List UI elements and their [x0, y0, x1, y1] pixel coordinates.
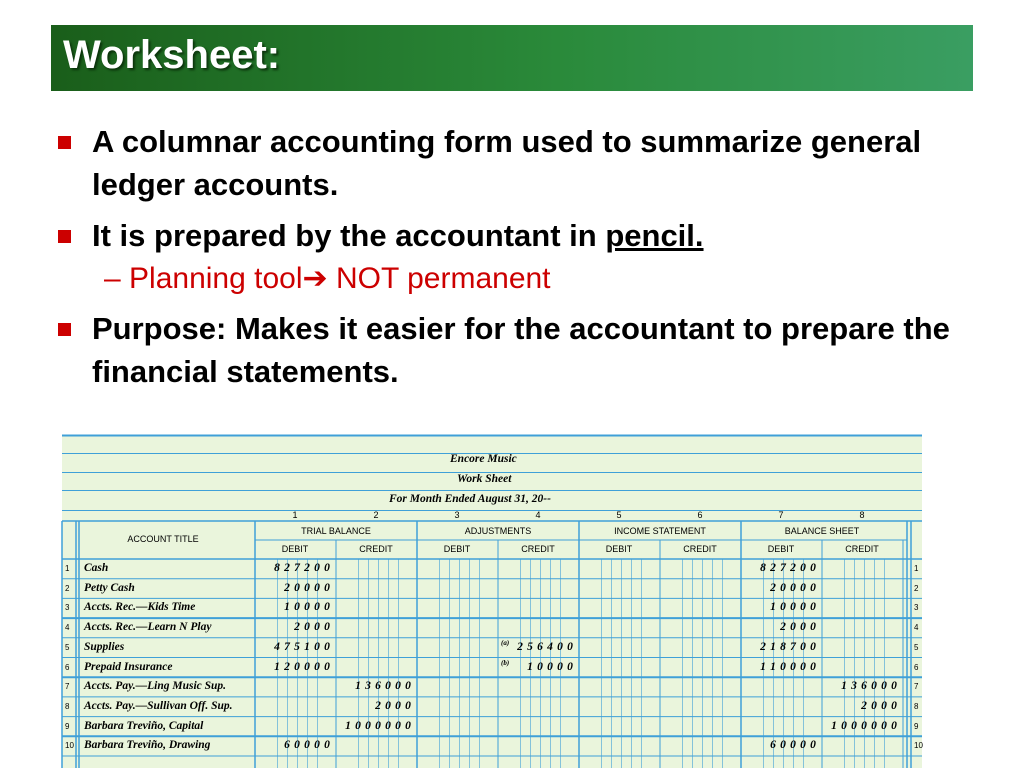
amount-digit: 0 [395, 699, 401, 712]
column-number: 7 [778, 510, 784, 520]
amount-digit: 2 [375, 699, 381, 712]
amount-digit: 0 [810, 660, 816, 673]
amount-digit: 0 [294, 660, 300, 673]
debit-credit-header: CREDIT [521, 544, 555, 554]
amount-digit: 1 [304, 640, 310, 653]
sub-bullet-text: – Planning tool [104, 262, 303, 295]
account-title: Accts. Pay.—Ling Music Sup. [84, 680, 227, 693]
amount-digit: 0 [810, 621, 816, 634]
worksheet-period: For Month Ended August 31, 20-- [389, 493, 551, 505]
amount-digit: 0 [324, 739, 330, 752]
square-bullet-icon [58, 136, 71, 149]
account-title: Petty Cash [84, 581, 135, 594]
amount-digit: 6 [861, 680, 867, 693]
amount-digit: 0 [790, 660, 796, 673]
amount-digit: 3 [851, 680, 857, 693]
bullet-item [58, 120, 998, 206]
amount-digit: 1 [831, 719, 837, 732]
amount-digit: 2 [517, 640, 523, 653]
account-title: Accts. Pay.—Sullivan Off. Sup. [84, 699, 233, 712]
group-header: BALANCE SHEET [784, 526, 860, 536]
amount-digit: 8 [780, 640, 786, 653]
amount-digit: 0 [841, 719, 847, 732]
amount-digit: 0 [405, 699, 411, 712]
amount-digit: 8 [274, 562, 280, 574]
bullet-item [58, 307, 998, 393]
column-number: 4 [535, 510, 541, 520]
amount-digit: 2 [770, 562, 776, 574]
amount-digit: 0 [891, 680, 897, 693]
amount-digit: 2 [780, 621, 786, 634]
amount-digit: 2 [294, 621, 300, 634]
amount-digit: 0 [800, 640, 806, 653]
amount-digit: 0 [780, 739, 786, 752]
amount-digit: 5 [294, 640, 300, 653]
account-title-header: ACCOUNT TITLE [127, 534, 199, 544]
amount-digit: 0 [810, 739, 816, 752]
amount-digit: 2 [760, 640, 766, 653]
sub-bullet [58, 259, 998, 299]
amount-digit: 0 [881, 699, 887, 712]
amount-digit: 0 [810, 601, 816, 614]
amount-digit: 1 [527, 660, 533, 673]
amount-digit: 0 [800, 660, 806, 673]
account-title: Cash [84, 562, 109, 574]
slide-title: Worksheet: [63, 33, 281, 77]
row-number: 7 [65, 682, 70, 692]
group-header: INCOME STATEMENT [614, 526, 706, 536]
amount-digit: 0 [304, 621, 310, 634]
amount-digit: 0 [304, 601, 310, 614]
row-number: 8 [65, 701, 70, 711]
amount-digit: 0 [314, 621, 320, 634]
amount-digit: 6 [770, 739, 776, 752]
amount-digit: 1 [345, 719, 351, 732]
amount-digit: 1 [760, 660, 766, 673]
amount-digit: 0 [881, 680, 887, 693]
amount-digit: 1 [770, 640, 776, 653]
amount-digit: 0 [790, 621, 796, 634]
amount-digit: 1 [355, 680, 361, 693]
amount-digit: 0 [385, 719, 391, 732]
amount-digit: 0 [314, 562, 320, 574]
bullet-text: Purpose: Makes it easier for the accountant to prepare the financial statements. [92, 311, 950, 389]
amount-digit: 0 [800, 621, 806, 634]
amount-digit: 0 [810, 562, 816, 574]
amount-digit: 0 [314, 660, 320, 673]
row-number: 9 [65, 721, 70, 731]
amount-digit: 0 [314, 601, 320, 614]
amount-digit: 4 [274, 640, 280, 653]
group-header: ADJUSTMENTS [464, 526, 532, 536]
amount-digit: 0 [385, 680, 391, 693]
amount-digit: 1 [284, 601, 290, 614]
amount-digit: 0 [891, 719, 897, 732]
amount-digit: 7 [790, 640, 796, 653]
column-number: 3 [454, 510, 460, 520]
column-number: 5 [616, 510, 622, 520]
row-number: 4 [65, 623, 70, 633]
row-number: 5 [65, 642, 70, 652]
amount-digit: 0 [547, 660, 553, 673]
amount-digit: 0 [800, 601, 806, 614]
amount-digit: 0 [871, 719, 877, 732]
row-number: 8 [914, 701, 919, 711]
amount-digit: 1 [770, 601, 776, 614]
amount-digit: 6 [284, 739, 290, 752]
debit-credit-header: DEBIT [605, 544, 633, 554]
amount-digit: 0 [790, 581, 796, 594]
amount-digit: 0 [810, 640, 816, 653]
column-number: 6 [697, 510, 703, 520]
amount-digit: 0 [790, 601, 796, 614]
amount-digit: 7 [780, 562, 786, 574]
amount-digit: 2 [284, 581, 290, 594]
amount-digit: 0 [294, 601, 300, 614]
worksheet-form-name: Work Sheet [457, 473, 512, 485]
row-number: 1 [65, 564, 70, 573]
amount-digit: 6 [537, 640, 543, 653]
account-title: Barbara Treviño, Drawing [84, 739, 211, 752]
amount-digit: 0 [304, 581, 310, 594]
bullet-text: It is prepared by the accountant in [92, 218, 606, 253]
amount-digit: 7 [294, 562, 300, 574]
amount-digit: 8 [760, 562, 766, 574]
row-number: 10 [65, 741, 74, 751]
amount-digit: 0 [314, 640, 320, 653]
bullet-item [58, 214, 998, 257]
debit-credit-header: DEBIT [443, 544, 471, 554]
amount-digit: 0 [324, 562, 330, 574]
amount-digit: 5 [527, 640, 533, 653]
amount-digit: 7 [284, 640, 290, 653]
account-title: Accts. Rec.—Learn N Play [84, 621, 212, 634]
row-number: 3 [65, 603, 70, 613]
debit-credit-header: CREDIT [359, 544, 393, 554]
debit-credit-header: DEBIT [281, 544, 309, 554]
amount-digit: 0 [881, 719, 887, 732]
account-title: Supplies [84, 640, 125, 653]
right-arrow-icon: ➔ [302, 262, 328, 295]
amount-digit: 0 [375, 719, 381, 732]
amount-digit: 0 [567, 660, 573, 673]
amount-digit: 0 [800, 739, 806, 752]
amount-digit: 0 [537, 660, 543, 673]
amount-digit: 0 [304, 660, 310, 673]
amount-digit: 0 [790, 739, 796, 752]
amount-digit: 0 [871, 699, 877, 712]
amount-digit: 0 [800, 562, 806, 574]
adjustment-reference: (b) [501, 658, 510, 667]
bullet-list [58, 120, 998, 401]
amount-digit: 0 [304, 739, 310, 752]
amount-digit: 0 [294, 739, 300, 752]
amount-digit: 0 [355, 719, 361, 732]
row-number: 6 [914, 662, 919, 672]
row-number: 3 [914, 603, 919, 613]
amount-digit: 0 [395, 719, 401, 732]
amount-digit: 0 [324, 660, 330, 673]
amount-digit: 4 [547, 640, 553, 653]
amount-digit: 1 [770, 660, 776, 673]
amount-digit: 0 [780, 581, 786, 594]
amount-digit: 0 [324, 640, 330, 653]
account-title: Accts. Rec.—Kids Time [84, 601, 196, 614]
amount-digit: 3 [365, 680, 371, 693]
account-title: Prepaid Insurance [84, 660, 173, 673]
underlined-word: pencil. [605, 218, 704, 253]
amount-digit: 0 [294, 581, 300, 594]
row-number: 7 [914, 682, 919, 692]
amount-digit: 0 [324, 601, 330, 614]
amount-digit: 1 [274, 660, 280, 673]
amount-digit: 0 [851, 719, 857, 732]
amount-digit: 0 [385, 699, 391, 712]
bullet-text: A columnar accounting form used to summarize general ledger accounts. [92, 124, 922, 202]
amount-digit: 1 [841, 680, 847, 693]
column-number: 1 [292, 510, 298, 520]
amount-digit: 0 [405, 680, 411, 693]
amount-digit: 0 [405, 719, 411, 732]
amount-digit: 0 [324, 621, 330, 634]
amount-digit: 0 [861, 719, 867, 732]
row-number: 2 [65, 583, 70, 593]
debit-credit-header: DEBIT [767, 544, 795, 554]
amount-digit: 0 [557, 640, 563, 653]
column-number: 8 [859, 510, 865, 520]
amount-digit: 0 [780, 601, 786, 614]
worksheet-company: Encore Music [450, 453, 517, 465]
account-title: Barbara Treviño, Capital [84, 719, 204, 732]
amount-digit: 0 [780, 660, 786, 673]
adjustment-reference: (a) [501, 638, 510, 647]
column-number: 2 [373, 510, 379, 520]
amount-digit: 0 [891, 699, 897, 712]
amount-digit: 0 [314, 581, 320, 594]
amount-digit: 2 [284, 562, 290, 574]
row-number: 2 [914, 583, 919, 593]
amount-digit: 0 [395, 680, 401, 693]
amount-digit: 0 [557, 660, 563, 673]
sub-bullet-text: NOT permanent [327, 262, 551, 295]
amount-digit: 2 [304, 562, 310, 574]
amount-digit: 0 [365, 719, 371, 732]
row-number: 10 [914, 741, 923, 751]
amount-digit: 0 [324, 581, 330, 594]
square-bullet-icon [58, 230, 71, 243]
worksheet-image [62, 435, 922, 768]
row-number: 6 [65, 662, 70, 672]
group-header: TRIAL BALANCE [301, 526, 371, 536]
row-number: 5 [914, 642, 919, 652]
amount-digit: 0 [567, 640, 573, 653]
amount-digit: 6 [375, 680, 381, 693]
amount-digit: 2 [861, 699, 867, 712]
amount-digit: 2 [770, 581, 776, 594]
amount-digit: 0 [871, 680, 877, 693]
row-number: 9 [914, 721, 919, 731]
row-number: 1 [914, 564, 919, 573]
amount-digit: 2 [284, 660, 290, 673]
amount-digit: 0 [314, 739, 320, 752]
debit-credit-header: CREDIT [683, 544, 717, 554]
amount-digit: 0 [800, 581, 806, 594]
square-bullet-icon [58, 323, 71, 336]
title-bar [51, 25, 973, 91]
amount-digit: 2 [790, 562, 796, 574]
debit-credit-header: CREDIT [845, 544, 879, 554]
amount-digit: 0 [810, 581, 816, 594]
row-number: 4 [914, 623, 919, 633]
